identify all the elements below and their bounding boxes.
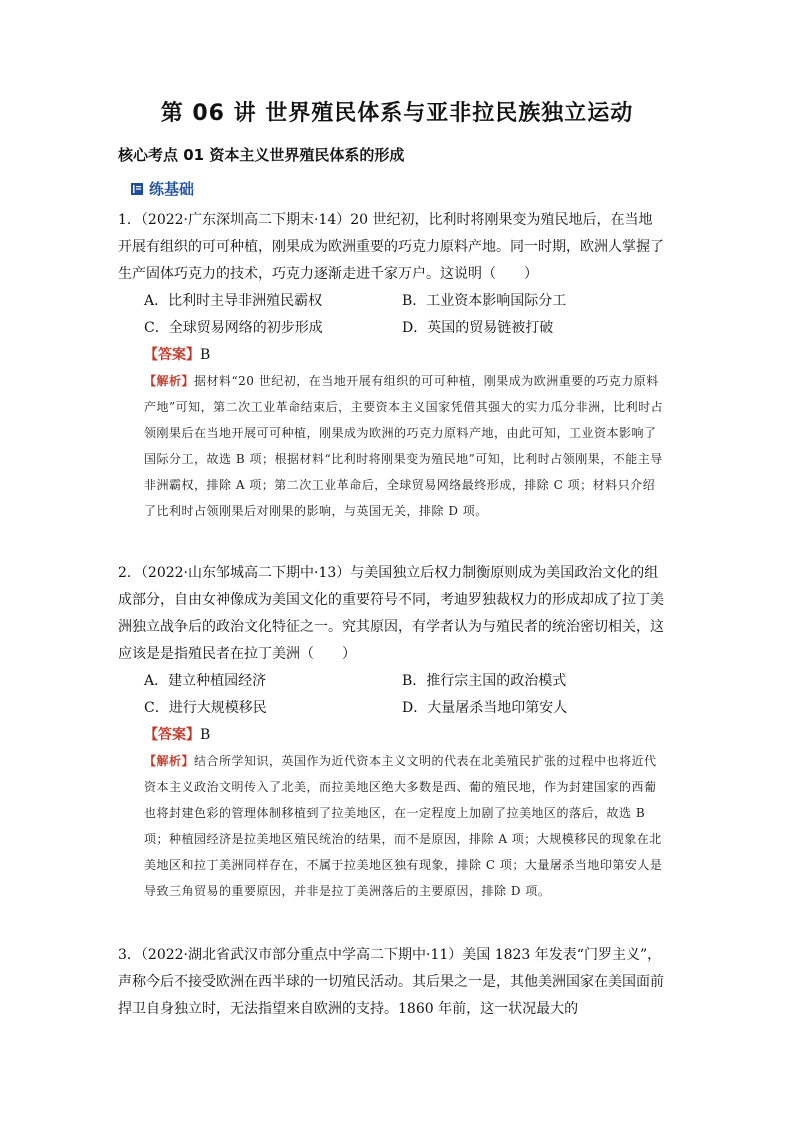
options xyxy=(144,668,666,722)
option-a: A．建立种植园经济 xyxy=(144,673,267,689)
question-3 xyxy=(118,942,666,1023)
option-d: D．大量屠杀当地印第安人 xyxy=(402,700,568,716)
page-title: 第 06 讲 世界殖民体系与亚非拉民族独立运动 xyxy=(160,101,634,126)
question-stem: （2022·山东邹城高二下期中·13）与美国独立后权力制衡原则成为美国政治文化的组成部分，自由女神像成为美国文化的重要符号不同，考迪罗独裁权力的形成却成了拉丁美洲独立战争后的政治文化特征之一。究其原因，有学者认为与殖民者的统治密切相关，这应该是是指殖民者在拉丁美洲（ ） xyxy=(118,565,664,662)
question-1 xyxy=(118,207,666,524)
question-number: 3． xyxy=(118,947,141,963)
question-stem: （2022·广东深圳高二下期末·14）20 世纪初，比利时将刚果变为殖民地后，在当地开展有组织的可可种植，刚果成为欧洲重要的巧克力原料产地。同一时期，欧洲人掌握了生产固体巧克力的技术，巧克力逐渐走进千家万户。这说明（ ） xyxy=(118,212,664,282)
question-number: 1． xyxy=(118,212,141,228)
answer-tag: 【答案】 xyxy=(144,347,200,363)
explanation-tag: 【解析】 xyxy=(144,374,195,388)
answer-line xyxy=(144,722,666,748)
option-d: D．英国的贸易链被打破 xyxy=(402,320,554,336)
answer-value: B xyxy=(200,347,211,363)
options xyxy=(144,288,666,342)
explanation-text: 据材料“20 世纪初，在当地开展有组织的可可种植，刚果成为欧洲重要的巧克力原料产地”可知，第二次工业革命结束后，主要资本主义国家凭借其强大的实力瓜分非洲，比利时占领刚果后在当地开展可可种植，刚果成为欧洲的巧克力原料产地，由此可知，工业资本影响了国际分工，故选 B 项；根据材料“比利时将刚果变为殖民地”可知，比利时占领刚果，不能主导非洲霸权，排除 A 项；第二次工业革命后，全球贸易网络最终形成，排除 C 项；材料只介绍了比利时占领刚果后对刚果的影响，与英国无关，排除 D 项。 xyxy=(144,374,664,518)
section-label: 练基础 xyxy=(149,180,195,198)
answer-tag: 【答案】 xyxy=(144,727,200,743)
answer-line xyxy=(144,342,666,368)
explanation-tag: 【解析】 xyxy=(144,754,195,768)
option-c: C．进行大规模移民 xyxy=(144,700,267,716)
option-b: B．工业资本影响国际分工 xyxy=(402,293,567,309)
question-number: 2． xyxy=(118,565,141,581)
section-subtitle: 核心考点 01 资本主义世界殖民体系的形成 xyxy=(118,146,405,164)
option-b: B．推行宗主国的政治模式 xyxy=(402,673,567,689)
question-2 xyxy=(118,560,666,904)
explanation-text: 结合所学知识，英国作为近代资本主义文明的代表在北美殖民扩张的过程中也将近代资本主义政治文明传入了北美，而拉美地区绝大多数是西、葡的殖民地，作为封建国家的西葡也将封建色彩的管理体制移植到了拉美地区，在一定程度上加剧了拉美地区的落后，故选 B 项；种植园经济是拉美地区殖民统治的结果，而不是原因，排除 A 项；大规模移民的现象在北美地区和拉丁美洲同样存在，不属于拉美地区独有现象，排除 C 项；大量屠杀当地印第安人是导致三角贸易的重要原因，并非是拉丁美洲落后的主要原因，排除 D 项。 xyxy=(144,754,663,898)
option-a: A．比利时主导非洲殖民霸权 xyxy=(144,293,323,309)
answer-value: B xyxy=(200,727,211,743)
option-c: C．全球贸易网络的初步形成 xyxy=(144,320,323,336)
explanation xyxy=(144,748,666,904)
question-stem: （2022·湖北省武汉市部分重点中学高二下期中·11）美国 1823 年发表“门罗主义”，声称今后不接受欧洲在西半球的一切殖民活动。其后果之一是，其他美洲国家在美国面前捍卫自身独立时，无法指望来自欧洲的支持。1860 年前，这一状况最大的 xyxy=(118,947,664,1017)
book-icon xyxy=(130,182,144,196)
practice-section-header xyxy=(130,178,194,199)
explanation xyxy=(144,368,666,524)
